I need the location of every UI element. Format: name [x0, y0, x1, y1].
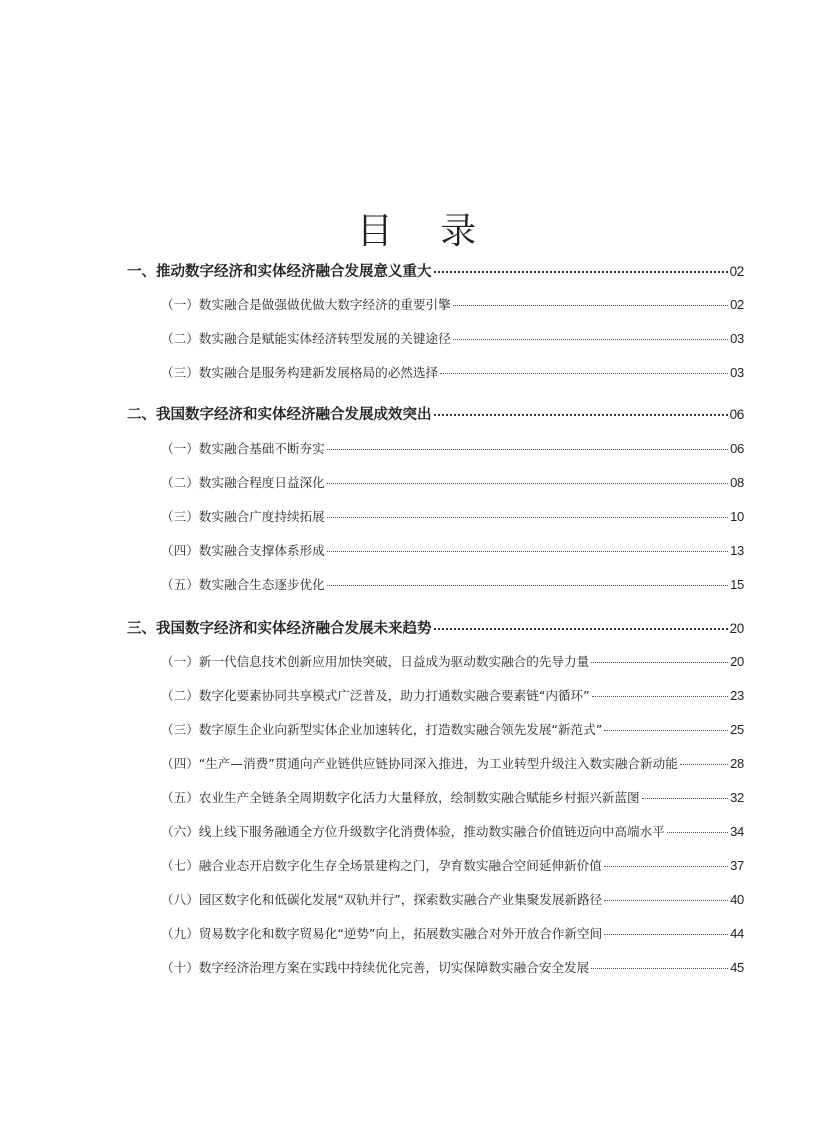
dot-leader [434, 405, 728, 420]
dot-leader [667, 823, 728, 836]
toc-subsection-3-1[interactable] [161, 651, 744, 669]
toc-subsection-3-7[interactable] [161, 855, 744, 873]
toc-page-number: 25 [730, 722, 744, 737]
toc-subsection-2-3[interactable] [161, 506, 744, 524]
toc-subsection-3-5[interactable] [161, 787, 744, 805]
toc-page-number: 06 [730, 441, 744, 456]
toc-page-number: 44 [730, 926, 744, 941]
toc-subsection-2-5[interactable] [161, 574, 744, 592]
toc-page-number: 02 [729, 264, 744, 279]
dot-leader [591, 959, 728, 972]
toc-page-number: 08 [730, 475, 744, 490]
toc-subsection-label: （十）数字经济治理方案在实践中持续优化完善，切实保障数实融合安全发展 [161, 960, 590, 975]
toc-subsection-1-1[interactable] [161, 294, 744, 312]
toc-subsection-3-10[interactable] [161, 957, 744, 975]
dot-leader [327, 440, 728, 453]
toc-subsection-3-6[interactable] [161, 821, 744, 839]
toc-page-number: 40 [730, 892, 744, 907]
dot-leader [434, 619, 728, 634]
dot-leader [440, 364, 728, 377]
dot-leader [434, 262, 728, 277]
dot-leader [327, 542, 728, 555]
toc-subsection-3-8[interactable] [161, 889, 744, 907]
toc-section-label: 三、我国数字经济和实体经济融合发展未来趋势 [127, 621, 432, 637]
toc-page-number: 20 [729, 621, 744, 636]
toc-subsection-label: （一）数实融合是做强做优做大数字经济的重要引擎 [161, 297, 451, 312]
toc-section-2[interactable] [127, 403, 744, 423]
toc-page-number: 28 [730, 756, 744, 771]
dot-leader [327, 576, 728, 589]
toc-subsection-2-2[interactable] [161, 472, 744, 490]
toc-subsection-label: （五）农业生产全链条全周期数字化活力大量释放，绘制数实融合赋能乡村振兴新蓝图 [161, 790, 640, 805]
toc-subsection-label: （三）数实融合是服务构建新发展格局的必然选择 [161, 365, 439, 380]
toc-subsection-label: （九）贸易数字化和数字贸易化“逆势”向上，拓展数实融合对外开放合作新空间 [161, 926, 603, 941]
toc-subsection-3-9[interactable] [161, 923, 744, 941]
toc-page-number: 34 [730, 824, 744, 839]
dot-leader [680, 755, 728, 768]
dot-leader [604, 925, 728, 938]
dot-leader [591, 653, 728, 666]
toc-subsection-label: （四）“生产—消费”贯通向产业链供应链协同深入推进，为工业转型升级注入数实融合新动能 [161, 756, 678, 771]
toc-subsection-label: （八）园区数字化和低碳化发展“双轨并行”，探索数实融合产业集聚发展新路径 [161, 892, 603, 907]
toc-subsection-3-2[interactable] [161, 685, 744, 703]
toc-subsection-label: （一）新一代信息技术创新应用加快突破，日益成为驱动数实融合的先导力量 [161, 654, 590, 669]
toc-page-number: 02 [730, 297, 744, 312]
toc-section-3[interactable] [127, 617, 744, 637]
toc-page-number: 03 [730, 365, 744, 380]
toc-subsection-2-1[interactable] [161, 438, 744, 456]
dot-leader [604, 857, 728, 870]
toc-subsection-label: （二）数字化要素协同共享模式广泛普及，助力打通数实融合要素链“内循环” [161, 688, 590, 703]
toc-page-number: 10 [730, 509, 744, 524]
toc-page-number: 06 [729, 407, 744, 422]
toc-section-label: 二、我国数字经济和实体经济融合发展成效突出 [127, 407, 432, 423]
dot-leader [604, 891, 728, 904]
toc-page-number: 20 [730, 654, 744, 669]
dot-leader [327, 508, 728, 521]
toc-page-number: 37 [730, 858, 744, 873]
dot-leader [642, 789, 729, 802]
toc-page-number: 15 [730, 577, 744, 592]
dot-leader [592, 687, 728, 700]
toc-subsection-label: （五）数实融合生态逐步优化 [161, 577, 325, 592]
toc-subsection-label: （三）数实融合广度持续拓展 [161, 509, 325, 524]
page-title: 目 录 [356, 211, 495, 253]
toc-subsection-2-4[interactable] [161, 540, 744, 558]
toc-page-number: 23 [730, 688, 744, 703]
toc-subsection-label: （二）数实融合是赋能实体经济转型发展的关键途径 [161, 331, 451, 346]
toc-subsection-1-2[interactable] [161, 328, 744, 346]
toc-section-label: 一、推动数字经济和实体经济融合发展意义重大 [127, 264, 432, 280]
toc-subsection-label: （六）线上线下服务融通全方位升级数字化消费体验，推动数实融合价值链迈向中高端水平 [161, 824, 665, 839]
toc-subsection-3-4[interactable] [161, 753, 744, 771]
toc-page-number: 03 [730, 331, 744, 346]
toc-subsection-3-3[interactable] [161, 719, 744, 737]
dot-leader [604, 721, 728, 734]
toc-subsection-label: （一）数实融合基础不断夯实 [161, 441, 325, 456]
toc-subsection-1-3[interactable] [161, 362, 744, 380]
toc-page-number: 13 [730, 543, 744, 558]
toc-subsection-label: （四）数实融合支撑体系形成 [161, 543, 325, 558]
toc-subsection-label: （七）融合业态开启数字化生存全场景建构之门，孕育数实融合空间延伸新价值 [161, 858, 602, 873]
toc-subsection-label: （二）数实融合程度日益深化 [161, 475, 325, 490]
toc-page-number: 32 [730, 790, 744, 805]
dot-leader [327, 474, 728, 487]
dot-leader [453, 296, 728, 309]
toc-subsection-label: （三）数字原生企业向新型实体企业加速转化，打造数实融合领先发展“新范式” [161, 722, 603, 737]
toc-page-number: 45 [730, 960, 744, 975]
toc-section-1[interactable] [127, 260, 744, 280]
dot-leader [453, 330, 728, 343]
